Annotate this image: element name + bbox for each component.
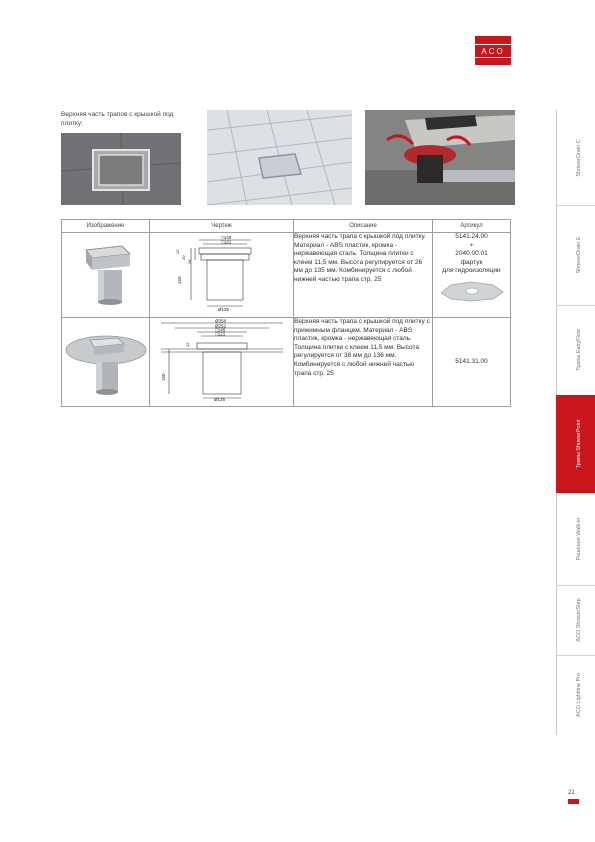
product-image-cell	[62, 233, 150, 318]
dim-square-146: □146	[214, 327, 225, 332]
side-tab-showerdrain-c[interactable]	[556, 110, 595, 205]
dim-square-121: □121	[214, 331, 225, 336]
photo-tile-floor	[207, 110, 352, 205]
technical-drawing-cell	[150, 318, 294, 407]
dim-diameter-125: Ø125	[213, 396, 225, 401]
dim-12: 12	[184, 342, 190, 347]
side-tab-showerstep[interactable]	[556, 585, 595, 655]
product-description: Верхняя часть трапа с крышкой под плитку. Материал - ABS пластик, кромка - нержавеющая сталь. Толщина плитки с клеем 11,5 мм. Высота регулируется от 26 мм до 135 мм. Комбинируется с любой нижней частью трапа стр. 25	[294, 233, 433, 318]
waterproofing-apron-image	[437, 279, 507, 303]
dim-square-121: □121	[221, 239, 232, 244]
article-number: 5141.24.00	[455, 233, 488, 240]
header-image: Изображение	[62, 220, 150, 233]
article-note-2: для гидроизоляции	[442, 267, 501, 275]
article-number: 5141.31.00	[455, 357, 488, 365]
aco-logo	[475, 36, 511, 65]
photo-drain-section	[365, 110, 515, 205]
side-tab-walk-in[interactable]	[556, 493, 595, 585]
side-tab-label: ACO ShowerStep	[576, 598, 582, 642]
side-tab-easyflow[interactable]	[556, 305, 595, 395]
page-accent-mark	[568, 799, 579, 804]
side-tab-label: ShowerDrain C	[576, 138, 582, 177]
product-description: Верхняя часть трапа с крышкой под плитку с прижимным фланцем. Материал - ABS пластик, кромка - нержавеющая сталь. Толщина плитки с клеем 11,5 мм. Высота регулируется от 38 мм до 136 мм. Комбинируется с любой нижней частью трапа стр. 25	[294, 318, 433, 407]
article-cell	[433, 233, 511, 318]
logo-text: ACO	[481, 47, 505, 56]
dim-diameter-252: Ø252	[214, 323, 226, 328]
article-number-2: 2040.00.01	[455, 250, 488, 258]
article-plus: +	[469, 241, 474, 249]
photo-tile-cover	[61, 133, 181, 205]
technical-drawing-2	[157, 319, 287, 401]
page-number: 21	[568, 790, 575, 796]
table-row	[62, 233, 511, 318]
product-image-cell	[62, 318, 150, 407]
side-tab-label: Трапы EasyFlow	[576, 329, 582, 371]
dim-diameter-125: Ø125	[218, 306, 230, 312]
dim-26: 26	[187, 259, 192, 264]
dim-square-149: □149	[221, 234, 232, 240]
dim-diameter-358: Ø358	[214, 318, 226, 323]
article-cell	[433, 318, 511, 407]
side-tab-label: ShowerDrain E	[576, 236, 582, 274]
product-table	[61, 219, 511, 407]
table-header-row	[62, 220, 511, 233]
side-tab-label: ACO Lightline Pro	[576, 672, 582, 718]
product-image-flange-drain	[64, 324, 148, 396]
dim-12: 12	[175, 249, 180, 254]
technical-drawing-cell	[150, 233, 294, 318]
side-tab-lightline-pro[interactable]	[556, 655, 595, 735]
dim-150: 150	[177, 275, 182, 284]
header-article: Артикул	[433, 220, 511, 233]
side-tab-showerdrain-e[interactable]	[556, 205, 595, 305]
side-tab-label: Решения Walk-in	[576, 517, 582, 561]
intro-text: Верхняя часть трапов с крышкой под плитку:	[61, 111, 174, 127]
header-description: Описание	[294, 220, 433, 233]
table-row	[62, 318, 511, 407]
dim-20: 20	[181, 255, 186, 260]
product-image-square-drain	[76, 240, 136, 306]
side-tab-label: Трапы ShowerPoint	[576, 419, 582, 469]
technical-drawing-1	[169, 234, 274, 312]
header-drawing: Чертеж	[150, 220, 294, 233]
article-note: фартук	[460, 258, 483, 266]
dim-150: 150	[160, 372, 166, 381]
side-tab-showerpoint[interactable]	[556, 395, 595, 493]
